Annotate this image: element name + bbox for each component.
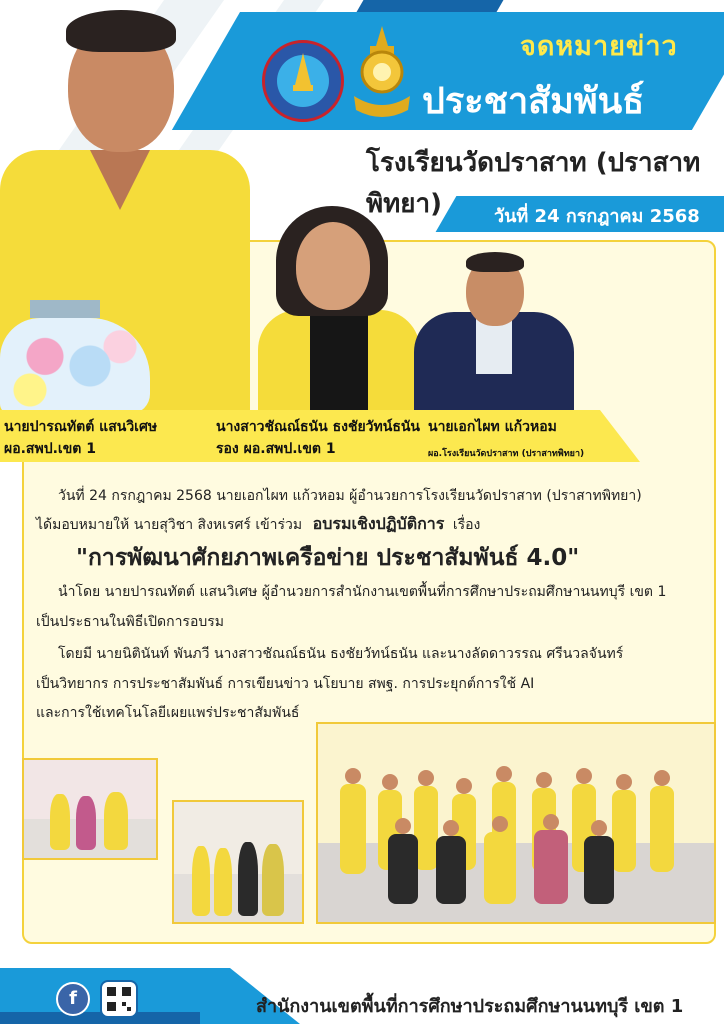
facebook-icon[interactable]: f bbox=[56, 982, 90, 1016]
person-position-3: ผอ.โรงเรียนวัดปราสาท (ปราสาทพิทยา) bbox=[428, 449, 585, 459]
obec-emblem-logo bbox=[350, 26, 414, 124]
paragraph-3-line-3: และการใช้เทคโนโลยีเผยแพร่ประชาสัมพันธ์ bbox=[36, 705, 300, 721]
school-name: โรงเรียนวัดปราสาท (ปราสาทพิทยา) bbox=[366, 148, 701, 219]
paragraph-3-line-2: เป็นวิทยากร การประชาสัมพันธ์ การเขียนข่าว นโยบาย สพฐ. การประยุกต์การใช้ AI bbox=[36, 676, 535, 692]
event-photo-1 bbox=[22, 758, 158, 860]
paragraph-1-line-1: วันที่ 24 กรกฎาคม 2568 นายเอกไผท แก้วหอม ผู้อำนวยการโรงเรียนวัดปราสาท (ปราสาทพิทยา) bbox=[58, 488, 642, 504]
topic-label: เรื่อง bbox=[452, 517, 481, 533]
person-name-1: นายปารณทัตต์ แสนวิเศษ bbox=[4, 419, 158, 435]
paragraph-1-line-2 bbox=[36, 516, 480, 533]
event-photo-2 bbox=[172, 800, 304, 924]
paragraph-3-line-1: โดยมี นายนิตินันท์ พันภวี นางสาวชัณณ์ธนัน ธงชัยวัทน์ธนัน และนางลัดดาวรรณ ศรีนวลจันทร์ bbox=[58, 646, 624, 662]
district-office-logo bbox=[262, 40, 344, 122]
workshop-label: อบรมเชิงปฏิบัติการ bbox=[312, 514, 445, 533]
issue-date: วันที่ 24 กรกฎาคม 2568 bbox=[494, 206, 700, 227]
event-group-photo bbox=[316, 722, 716, 924]
header-accent-bar bbox=[357, 0, 504, 12]
person-name-2: นางสาวชัณณ์ธนัน ธงชัยวัทน์ธนัน bbox=[216, 419, 421, 435]
person-name-3: นายเอกไผท แก้วหอม bbox=[428, 419, 557, 435]
paragraph-2-line-1: นำโดย นายปารณทัตต์ แสนวิเศษ ผู้อำนวยการสำนักงานเขตพื้นที่การศึกษาประถมศึกษานนทบุรี เขต 1 bbox=[58, 584, 667, 600]
flower-bouquet bbox=[0, 318, 150, 414]
assignment-text: ได้มอบหมายให้ นายสุวิชา สิงหเรศร์ เข้าร่วม bbox=[36, 517, 303, 533]
newsletter-title: ประชาสัมพันธ์ bbox=[422, 81, 645, 122]
newsletter-label: จดหมายข่าว bbox=[520, 31, 678, 62]
workshop-headline: "การพัฒนาศักยภาพเครือข่าย ประชาสัมพันธ์ 4.0" bbox=[76, 545, 580, 571]
portrait-deputy-director bbox=[258, 200, 420, 412]
paragraph-2-line-2: เป็นประธานในพิธีเปิดการอบรม bbox=[36, 614, 224, 630]
qr-code-icon[interactable] bbox=[100, 980, 138, 1018]
person-position-2: รอง ผอ.สพป.เขต 1 bbox=[216, 441, 336, 457]
group-figures bbox=[318, 724, 714, 922]
person-position-1: ผอ.สพป.เขต 1 bbox=[4, 441, 96, 457]
portrait-school-director bbox=[414, 250, 574, 412]
footer-office-name: สำนักงานเขตพื้นที่การศึกษาประถมศึกษานนทบุรี เขต 1 bbox=[256, 996, 684, 1017]
